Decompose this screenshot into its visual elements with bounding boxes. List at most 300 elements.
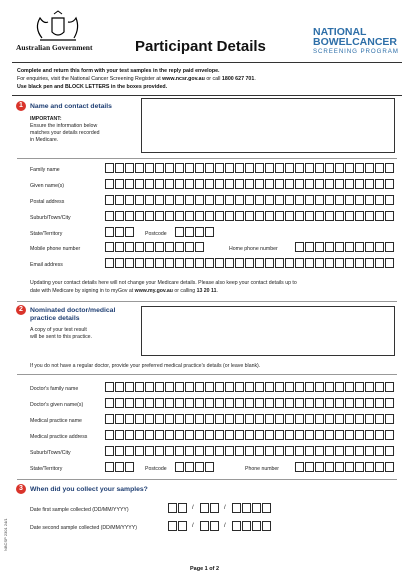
character-box[interactable] xyxy=(185,398,194,408)
character-box[interactable] xyxy=(105,242,114,252)
character-box[interactable] xyxy=(385,462,394,472)
character-box[interactable] xyxy=(285,414,294,424)
character-box[interactable] xyxy=(285,258,294,268)
character-box[interactable] xyxy=(295,414,304,424)
character-box[interactable] xyxy=(195,414,204,424)
character-box[interactable] xyxy=(265,179,274,189)
character-box[interactable] xyxy=(155,242,164,252)
character-box[interactable] xyxy=(365,414,374,424)
character-box[interactable] xyxy=(135,398,144,408)
character-box[interactable] xyxy=(155,195,164,205)
character-box[interactable] xyxy=(245,430,254,440)
character-box[interactable] xyxy=(165,163,174,173)
character-box[interactable] xyxy=(145,430,154,440)
character-box[interactable] xyxy=(325,382,334,392)
character-box[interactable] xyxy=(365,398,374,408)
character-box[interactable] xyxy=(165,242,174,252)
character-box[interactable] xyxy=(165,179,174,189)
character-box[interactable] xyxy=(335,258,344,268)
character-box[interactable] xyxy=(252,521,261,531)
character-box[interactable] xyxy=(385,430,394,440)
character-box[interactable] xyxy=(385,195,394,205)
character-box[interactable] xyxy=(265,163,274,173)
character-box[interactable] xyxy=(265,195,274,205)
character-box[interactable] xyxy=(215,258,224,268)
character-box[interactable] xyxy=(125,462,134,472)
character-box[interactable] xyxy=(345,414,354,424)
character-box[interactable] xyxy=(165,398,174,408)
character-box[interactable] xyxy=(315,242,324,252)
character-box[interactable] xyxy=(185,430,194,440)
character-box[interactable] xyxy=(335,195,344,205)
character-box[interactable] xyxy=(315,258,324,268)
character-box[interactable] xyxy=(135,163,144,173)
character-box[interactable] xyxy=(235,179,244,189)
character-box[interactable] xyxy=(125,258,134,268)
character-box[interactable] xyxy=(135,195,144,205)
character-box[interactable] xyxy=(115,398,124,408)
character-box[interactable] xyxy=(275,195,284,205)
character-box[interactable] xyxy=(275,179,284,189)
character-box[interactable] xyxy=(325,179,334,189)
character-box[interactable] xyxy=(135,430,144,440)
character-box[interactable] xyxy=(205,179,214,189)
character-box[interactable] xyxy=(385,414,394,424)
character-box[interactable] xyxy=(295,211,304,221)
character-box[interactable] xyxy=(105,211,114,221)
character-box[interactable] xyxy=(165,414,174,424)
character-box[interactable] xyxy=(385,398,394,408)
character-box[interactable] xyxy=(105,179,114,189)
character-box[interactable] xyxy=(215,163,224,173)
character-box[interactable] xyxy=(285,163,294,173)
character-box[interactable] xyxy=(375,382,384,392)
character-box[interactable] xyxy=(245,414,254,424)
character-box[interactable] xyxy=(105,398,114,408)
character-box[interactable] xyxy=(375,195,384,205)
character-box[interactable] xyxy=(242,503,251,513)
character-box[interactable] xyxy=(105,163,114,173)
character-box[interactable] xyxy=(365,462,374,472)
practice-phone-boxes[interactable] xyxy=(295,462,395,472)
character-box[interactable] xyxy=(105,258,114,268)
character-box[interactable] xyxy=(125,179,134,189)
character-box[interactable] xyxy=(185,414,194,424)
character-box[interactable] xyxy=(185,258,194,268)
character-box[interactable] xyxy=(232,521,241,531)
character-box[interactable] xyxy=(255,382,264,392)
character-box[interactable] xyxy=(385,242,394,252)
character-box[interactable] xyxy=(345,179,354,189)
character-box[interactable] xyxy=(115,382,124,392)
character-box[interactable] xyxy=(325,195,334,205)
character-box[interactable] xyxy=(365,258,374,268)
character-box[interactable] xyxy=(125,430,134,440)
character-box[interactable] xyxy=(195,227,204,237)
character-box[interactable] xyxy=(345,446,354,456)
character-box[interactable] xyxy=(365,179,374,189)
character-box[interactable] xyxy=(252,503,261,513)
character-box[interactable] xyxy=(315,195,324,205)
character-box[interactable] xyxy=(145,258,154,268)
character-box[interactable] xyxy=(195,163,204,173)
character-box[interactable] xyxy=(305,382,314,392)
character-box[interactable] xyxy=(305,258,314,268)
character-box[interactable] xyxy=(265,258,274,268)
character-box[interactable] xyxy=(125,163,134,173)
character-box[interactable] xyxy=(175,195,184,205)
character-box[interactable] xyxy=(385,179,394,189)
character-box[interactable] xyxy=(125,195,134,205)
character-box[interactable] xyxy=(205,414,214,424)
character-box[interactable] xyxy=(165,430,174,440)
character-box[interactable] xyxy=(345,242,354,252)
character-box[interactable] xyxy=(175,446,184,456)
character-box[interactable] xyxy=(175,398,184,408)
character-box[interactable] xyxy=(115,462,124,472)
character-box[interactable] xyxy=(235,430,244,440)
character-box[interactable] xyxy=(335,398,344,408)
character-box[interactable] xyxy=(195,211,204,221)
character-box[interactable] xyxy=(255,163,264,173)
character-box[interactable] xyxy=(255,430,264,440)
character-box[interactable] xyxy=(145,195,154,205)
character-box[interactable] xyxy=(375,258,384,268)
character-box[interactable] xyxy=(242,521,251,531)
character-box[interactable] xyxy=(225,211,234,221)
character-box[interactable] xyxy=(295,446,304,456)
character-box[interactable] xyxy=(325,258,334,268)
character-box[interactable] xyxy=(175,227,184,237)
character-box[interactable] xyxy=(295,179,304,189)
character-box[interactable] xyxy=(115,242,124,252)
character-box[interactable] xyxy=(105,462,114,472)
character-box[interactable] xyxy=(232,503,241,513)
character-box[interactable] xyxy=(345,462,354,472)
character-box[interactable] xyxy=(305,179,314,189)
character-box[interactable] xyxy=(355,446,364,456)
character-box[interactable] xyxy=(225,414,234,424)
character-box[interactable] xyxy=(155,211,164,221)
postal-address-boxes[interactable] xyxy=(105,195,395,205)
character-box[interactable] xyxy=(375,414,384,424)
character-box[interactable] xyxy=(195,398,204,408)
character-box[interactable] xyxy=(262,503,271,513)
character-box[interactable] xyxy=(210,503,219,513)
character-box[interactable] xyxy=(245,211,254,221)
character-box[interactable] xyxy=(125,382,134,392)
character-box[interactable] xyxy=(175,163,184,173)
character-box[interactable] xyxy=(235,163,244,173)
character-box[interactable] xyxy=(245,179,254,189)
character-box[interactable] xyxy=(185,195,194,205)
character-box[interactable] xyxy=(265,446,274,456)
character-box[interactable] xyxy=(345,430,354,440)
character-box[interactable] xyxy=(255,446,264,456)
character-box[interactable] xyxy=(115,430,124,440)
character-box[interactable] xyxy=(325,211,334,221)
character-box[interactable] xyxy=(335,430,344,440)
character-box[interactable] xyxy=(175,258,184,268)
character-box[interactable] xyxy=(335,414,344,424)
character-box[interactable] xyxy=(335,242,344,252)
character-box[interactable] xyxy=(365,163,374,173)
first-month-boxes[interactable] xyxy=(200,503,220,513)
character-box[interactable] xyxy=(255,179,264,189)
character-box[interactable] xyxy=(225,179,234,189)
character-box[interactable] xyxy=(295,462,304,472)
character-box[interactable] xyxy=(205,398,214,408)
character-box[interactable] xyxy=(145,211,154,221)
character-box[interactable] xyxy=(235,211,244,221)
character-box[interactable] xyxy=(225,446,234,456)
character-box[interactable] xyxy=(265,430,274,440)
character-box[interactable] xyxy=(115,163,124,173)
character-box[interactable] xyxy=(265,414,274,424)
character-box[interactable] xyxy=(375,462,384,472)
character-box[interactable] xyxy=(275,430,284,440)
character-box[interactable] xyxy=(315,398,324,408)
character-box[interactable] xyxy=(215,382,224,392)
character-box[interactable] xyxy=(305,195,314,205)
character-box[interactable] xyxy=(195,430,204,440)
character-box[interactable] xyxy=(225,195,234,205)
character-box[interactable] xyxy=(145,398,154,408)
character-box[interactable] xyxy=(245,258,254,268)
character-box[interactable] xyxy=(295,382,304,392)
character-box[interactable] xyxy=(255,398,264,408)
character-box[interactable] xyxy=(135,179,144,189)
second-month-boxes[interactable] xyxy=(200,521,220,531)
character-box[interactable] xyxy=(275,446,284,456)
suburb-boxes[interactable] xyxy=(105,211,395,221)
character-box[interactable] xyxy=(325,163,334,173)
character-box[interactable] xyxy=(225,163,234,173)
character-box[interactable] xyxy=(245,398,254,408)
character-box[interactable] xyxy=(265,398,274,408)
character-box[interactable] xyxy=(325,398,334,408)
character-box[interactable] xyxy=(105,195,114,205)
character-box[interactable] xyxy=(365,211,374,221)
character-box[interactable] xyxy=(305,430,314,440)
character-box[interactable] xyxy=(155,382,164,392)
character-box[interactable] xyxy=(200,521,209,531)
character-box[interactable] xyxy=(115,258,124,268)
character-box[interactable] xyxy=(215,414,224,424)
email-boxes[interactable] xyxy=(105,258,395,268)
character-box[interactable] xyxy=(315,211,324,221)
second-year-boxes[interactable] xyxy=(232,521,272,531)
character-box[interactable] xyxy=(168,521,177,531)
character-box[interactable] xyxy=(135,382,144,392)
doctor-family-boxes[interactable] xyxy=(105,382,395,392)
character-box[interactable] xyxy=(155,398,164,408)
character-box[interactable] xyxy=(315,446,324,456)
practice-state-boxes[interactable] xyxy=(105,462,135,472)
character-box[interactable] xyxy=(365,242,374,252)
character-box[interactable] xyxy=(255,414,264,424)
character-box[interactable] xyxy=(235,398,244,408)
character-box[interactable] xyxy=(105,382,114,392)
character-box[interactable] xyxy=(135,414,144,424)
character-box[interactable] xyxy=(155,414,164,424)
character-box[interactable] xyxy=(145,446,154,456)
character-box[interactable] xyxy=(345,195,354,205)
character-box[interactable] xyxy=(165,382,174,392)
character-box[interactable] xyxy=(335,163,344,173)
character-box[interactable] xyxy=(225,258,234,268)
character-box[interactable] xyxy=(125,414,134,424)
character-box[interactable] xyxy=(175,211,184,221)
character-box[interactable] xyxy=(335,446,344,456)
character-box[interactable] xyxy=(175,430,184,440)
character-box[interactable] xyxy=(345,163,354,173)
character-box[interactable] xyxy=(115,227,124,237)
character-box[interactable] xyxy=(275,211,284,221)
character-box[interactable] xyxy=(195,462,204,472)
character-box[interactable] xyxy=(175,414,184,424)
doctor-given-boxes[interactable] xyxy=(105,398,395,408)
character-box[interactable] xyxy=(155,446,164,456)
character-box[interactable] xyxy=(245,446,254,456)
character-box[interactable] xyxy=(135,258,144,268)
character-box[interactable] xyxy=(200,503,209,513)
character-box[interactable] xyxy=(385,211,394,221)
character-box[interactable] xyxy=(178,503,187,513)
character-box[interactable] xyxy=(325,430,334,440)
character-box[interactable] xyxy=(285,430,294,440)
mobile-boxes[interactable] xyxy=(105,242,205,252)
character-box[interactable] xyxy=(345,382,354,392)
character-box[interactable] xyxy=(355,163,364,173)
character-box[interactable] xyxy=(205,258,214,268)
first-day-boxes[interactable] xyxy=(168,503,188,513)
character-box[interactable] xyxy=(178,521,187,531)
character-box[interactable] xyxy=(315,414,324,424)
character-box[interactable] xyxy=(195,258,204,268)
character-box[interactable] xyxy=(305,242,314,252)
character-box[interactable] xyxy=(185,242,194,252)
character-box[interactable] xyxy=(365,446,374,456)
character-box[interactable] xyxy=(325,446,334,456)
character-box[interactable] xyxy=(215,398,224,408)
character-box[interactable] xyxy=(115,179,124,189)
character-box[interactable] xyxy=(295,430,304,440)
character-box[interactable] xyxy=(355,398,364,408)
character-box[interactable] xyxy=(155,163,164,173)
practice-stamp-box[interactable] xyxy=(141,306,395,356)
character-box[interactable] xyxy=(245,163,254,173)
character-box[interactable] xyxy=(385,163,394,173)
character-box[interactable] xyxy=(225,398,234,408)
character-box[interactable] xyxy=(305,462,314,472)
character-box[interactable] xyxy=(315,382,324,392)
character-box[interactable] xyxy=(165,211,174,221)
character-box[interactable] xyxy=(325,414,334,424)
character-box[interactable] xyxy=(305,398,314,408)
character-box[interactable] xyxy=(165,258,174,268)
state-boxes[interactable] xyxy=(105,227,135,237)
character-box[interactable] xyxy=(385,258,394,268)
character-box[interactable] xyxy=(345,211,354,221)
character-box[interactable] xyxy=(255,195,264,205)
character-box[interactable] xyxy=(145,414,154,424)
character-box[interactable] xyxy=(365,430,374,440)
character-box[interactable] xyxy=(305,211,314,221)
character-box[interactable] xyxy=(255,211,264,221)
character-box[interactable] xyxy=(165,446,174,456)
character-box[interactable] xyxy=(185,382,194,392)
practice-postcode-boxes[interactable] xyxy=(175,462,215,472)
character-box[interactable] xyxy=(375,179,384,189)
first-year-boxes[interactable] xyxy=(232,503,272,513)
practice-address-boxes[interactable] xyxy=(105,430,395,440)
character-box[interactable] xyxy=(365,195,374,205)
character-box[interactable] xyxy=(205,446,214,456)
character-box[interactable] xyxy=(295,258,304,268)
character-box[interactable] xyxy=(185,179,194,189)
character-box[interactable] xyxy=(325,462,334,472)
character-box[interactable] xyxy=(345,258,354,268)
label-sticker-box[interactable] xyxy=(141,98,395,153)
character-box[interactable] xyxy=(175,242,184,252)
character-box[interactable] xyxy=(225,382,234,392)
character-box[interactable] xyxy=(345,398,354,408)
character-box[interactable] xyxy=(375,163,384,173)
character-box[interactable] xyxy=(275,398,284,408)
character-box[interactable] xyxy=(245,382,254,392)
character-box[interactable] xyxy=(305,446,314,456)
character-box[interactable] xyxy=(225,430,234,440)
character-box[interactable] xyxy=(205,462,214,472)
character-box[interactable] xyxy=(295,163,304,173)
character-box[interactable] xyxy=(295,195,304,205)
character-box[interactable] xyxy=(205,211,214,221)
character-box[interactable] xyxy=(135,242,144,252)
character-box[interactable] xyxy=(355,211,364,221)
character-box[interactable] xyxy=(205,227,214,237)
character-box[interactable] xyxy=(235,195,244,205)
character-box[interactable] xyxy=(115,446,124,456)
character-box[interactable] xyxy=(375,430,384,440)
character-box[interactable] xyxy=(125,242,134,252)
character-box[interactable] xyxy=(125,398,134,408)
character-box[interactable] xyxy=(315,430,324,440)
character-box[interactable] xyxy=(135,211,144,221)
character-box[interactable] xyxy=(105,414,114,424)
character-box[interactable] xyxy=(265,382,274,392)
character-box[interactable] xyxy=(195,242,204,252)
character-box[interactable] xyxy=(385,446,394,456)
character-box[interactable] xyxy=(155,258,164,268)
home-phone-boxes[interactable] xyxy=(295,242,395,252)
character-box[interactable] xyxy=(175,382,184,392)
character-box[interactable] xyxy=(235,382,244,392)
character-box[interactable] xyxy=(185,163,194,173)
character-box[interactable] xyxy=(135,446,144,456)
character-box[interactable] xyxy=(168,503,177,513)
character-box[interactable] xyxy=(105,430,114,440)
family-name-boxes[interactable] xyxy=(105,163,395,173)
character-box[interactable] xyxy=(145,242,154,252)
character-box[interactable] xyxy=(125,227,134,237)
character-box[interactable] xyxy=(215,195,224,205)
character-box[interactable] xyxy=(195,446,204,456)
character-box[interactable] xyxy=(235,446,244,456)
character-box[interactable] xyxy=(155,430,164,440)
character-box[interactable] xyxy=(155,179,164,189)
character-box[interactable] xyxy=(205,430,214,440)
